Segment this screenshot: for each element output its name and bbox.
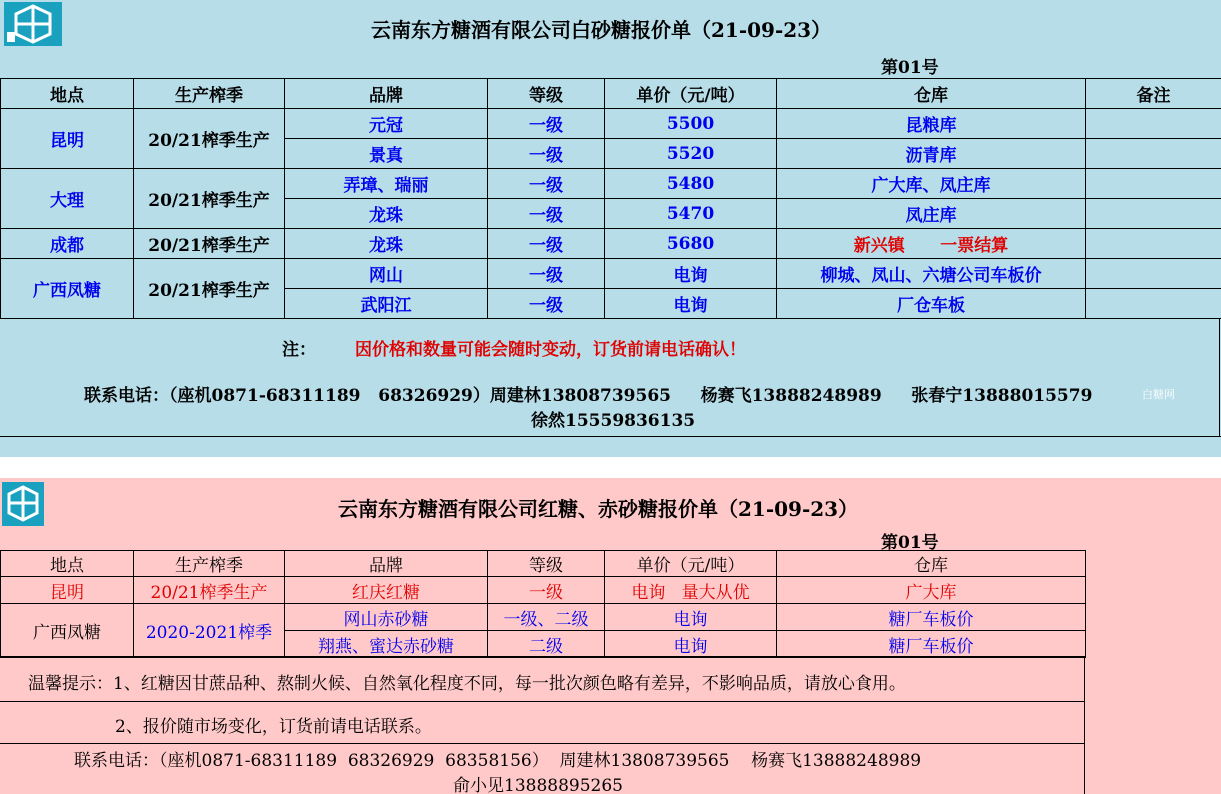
price-cell: 5520 bbox=[605, 139, 777, 169]
serial-number: 第01号 bbox=[881, 58, 939, 78]
location-cell: 广西凤糖 bbox=[1, 604, 134, 658]
grade-cell: 一级、二级 bbox=[488, 604, 605, 631]
location-cell: 广西凤糖 bbox=[1, 259, 134, 319]
warehouse-cell: 沥青库 bbox=[777, 139, 1086, 169]
header-brand: 品牌 bbox=[285, 79, 488, 109]
table-row bbox=[1, 169, 1221, 199]
remark-cell bbox=[1086, 259, 1221, 289]
price-cell: 电询 量大从优 bbox=[605, 577, 777, 604]
brand-cell: 龙珠 bbox=[285, 199, 488, 229]
remark-cell bbox=[1086, 139, 1221, 169]
brand-cell: 网山 bbox=[285, 259, 488, 289]
season-cell: 20/21榨季生产 bbox=[134, 109, 285, 169]
season-cell: 20/21榨季生产 bbox=[134, 169, 285, 229]
grade-cell: 一级 bbox=[488, 577, 605, 604]
divider bbox=[1084, 656, 1085, 794]
header-warehouse: 仓库 bbox=[777, 551, 1086, 577]
brand-cell: 红庆红糖 bbox=[285, 577, 488, 604]
note-label: 注： bbox=[282, 340, 316, 360]
header-warehouse: 仓库 bbox=[777, 79, 1086, 109]
white-sugar-price-table bbox=[0, 78, 1221, 319]
sugar-company-logo-icon bbox=[4, 2, 62, 46]
header-grade: 等级 bbox=[488, 551, 605, 577]
brown-sugar-price-sheet bbox=[0, 478, 1221, 794]
brand-cell: 翔燕、蜜达赤砂糖 bbox=[285, 631, 488, 658]
remark-cell bbox=[1086, 229, 1221, 259]
warehouse-cell: 糖厂车板价 bbox=[777, 631, 1086, 658]
price-cell: 电询 bbox=[605, 631, 777, 658]
sugar-company-logo-icon bbox=[2, 482, 44, 526]
contact-line: 徐然15559836135 bbox=[531, 411, 696, 431]
location-cell: 昆明 bbox=[1, 577, 134, 604]
sheet-title: 云南东方糖酒有限公司红糖、赤砂糖报价单（21-09-23） bbox=[338, 497, 859, 521]
grade-cell: 一级 bbox=[488, 139, 605, 169]
tip-line: 2、报价随市场变化，订货前请电话联系。 bbox=[115, 717, 432, 737]
price-cell: 电询 bbox=[605, 289, 777, 319]
brand-cell: 元冠 bbox=[285, 109, 488, 139]
header-price: 单价（元/吨） bbox=[605, 79, 777, 109]
warehouse-cell: 柳城、凤山、六塘公司车板价 bbox=[777, 259, 1086, 289]
warehouse-cell: 新兴镇 一票结算 bbox=[777, 229, 1086, 259]
season-cell: 20/21榨季生产 bbox=[134, 259, 285, 319]
price-cell: 5470 bbox=[605, 199, 777, 229]
grade-cell: 一级 bbox=[488, 109, 605, 139]
remark-cell bbox=[1086, 109, 1221, 139]
watermark-text: 白糖网 bbox=[1142, 388, 1175, 401]
grade-cell: 二级 bbox=[488, 631, 605, 658]
warehouse-cell: 广大库、凤庄库 bbox=[777, 169, 1086, 199]
divider bbox=[0, 701, 1085, 702]
tip-line: 温馨提示：1、红糖因甘蔗品种、熬制火候、自然氧化程度不同，每一批次颜色略有差异，不影响品质，请放心食用。 bbox=[28, 674, 906, 694]
location-cell: 成都 bbox=[1, 229, 134, 259]
season-cell: 2020-2021榨季 bbox=[134, 604, 285, 658]
header-location: 地点 bbox=[1, 551, 134, 577]
brand-cell: 弄璋、瑞丽 bbox=[285, 169, 488, 199]
warehouse-cell: 糖厂车板价 bbox=[777, 604, 1086, 631]
remark-cell bbox=[1086, 199, 1221, 229]
brand-cell: 网山赤砂糖 bbox=[285, 604, 488, 631]
contact-line: 联系电话：（座机0871-68311189 68326929）周建林13808739565 杨赛飞13888248989 张春宁13888015579 bbox=[84, 386, 1093, 406]
location-cell: 大理 bbox=[1, 169, 134, 229]
header-remark: 备注 bbox=[1086, 79, 1221, 109]
divider bbox=[0, 436, 1221, 437]
header-price: 单价（元/吨） bbox=[605, 551, 777, 577]
brand-cell: 景真 bbox=[285, 139, 488, 169]
header-location: 地点 bbox=[1, 79, 134, 109]
price-cell: 电询 bbox=[605, 259, 777, 289]
price-cell: 5500 bbox=[605, 109, 777, 139]
contact-line: 联系电话：（座机0871-68311189 68326929 68358156） 周建林13808739565 杨赛飞13888248989 bbox=[74, 751, 922, 771]
table-row bbox=[1, 229, 1221, 259]
divider bbox=[1219, 318, 1220, 437]
brand-cell: 武阳江 bbox=[285, 289, 488, 319]
season-cell: 20/21榨季生产 bbox=[134, 229, 285, 259]
table-row bbox=[1, 577, 1086, 604]
divider bbox=[0, 656, 1085, 657]
grade-cell: 一级 bbox=[488, 169, 605, 199]
header-season: 生产榨季 bbox=[134, 79, 285, 109]
brown-sugar-price-table bbox=[0, 550, 1086, 658]
price-cell: 电询 bbox=[605, 604, 777, 631]
serial-number: 第01号 bbox=[881, 533, 939, 553]
contact-line: 俞小见13888895265 bbox=[453, 776, 623, 794]
table-row bbox=[1, 259, 1221, 289]
sheet-title: 云南东方糖酒有限公司白砂糖报价单（21-09-23） bbox=[371, 18, 832, 42]
remark-cell bbox=[1086, 289, 1221, 319]
table-row bbox=[1, 109, 1221, 139]
table-header-row bbox=[1, 79, 1221, 109]
header-brand: 品牌 bbox=[285, 551, 488, 577]
table-header-row bbox=[1, 551, 1086, 577]
warehouse-cell: 厂仓车板 bbox=[777, 289, 1086, 319]
grade-cell: 一级 bbox=[488, 259, 605, 289]
grade-cell: 一级 bbox=[488, 289, 605, 319]
warehouse-cell: 凤庄库 bbox=[777, 199, 1086, 229]
grade-cell: 一级 bbox=[488, 229, 605, 259]
divider bbox=[0, 743, 1085, 744]
header-grade: 等级 bbox=[488, 79, 605, 109]
price-cell: 5680 bbox=[605, 229, 777, 259]
header-season: 生产榨季 bbox=[134, 551, 285, 577]
location-cell: 昆明 bbox=[1, 109, 134, 169]
price-cell: 5480 bbox=[605, 169, 777, 199]
table-row bbox=[1, 604, 1086, 631]
note-text: 因价格和数量可能会随时变动，订货前请电话确认！ bbox=[355, 340, 746, 360]
warehouse-cell: 昆粮库 bbox=[777, 109, 1086, 139]
season-cell: 20/21榨季生产 bbox=[134, 577, 285, 604]
warehouse-cell: 广大库 bbox=[777, 577, 1086, 604]
remark-cell bbox=[1086, 169, 1221, 199]
brand-cell: 龙珠 bbox=[285, 229, 488, 259]
grade-cell: 一级 bbox=[488, 199, 605, 229]
